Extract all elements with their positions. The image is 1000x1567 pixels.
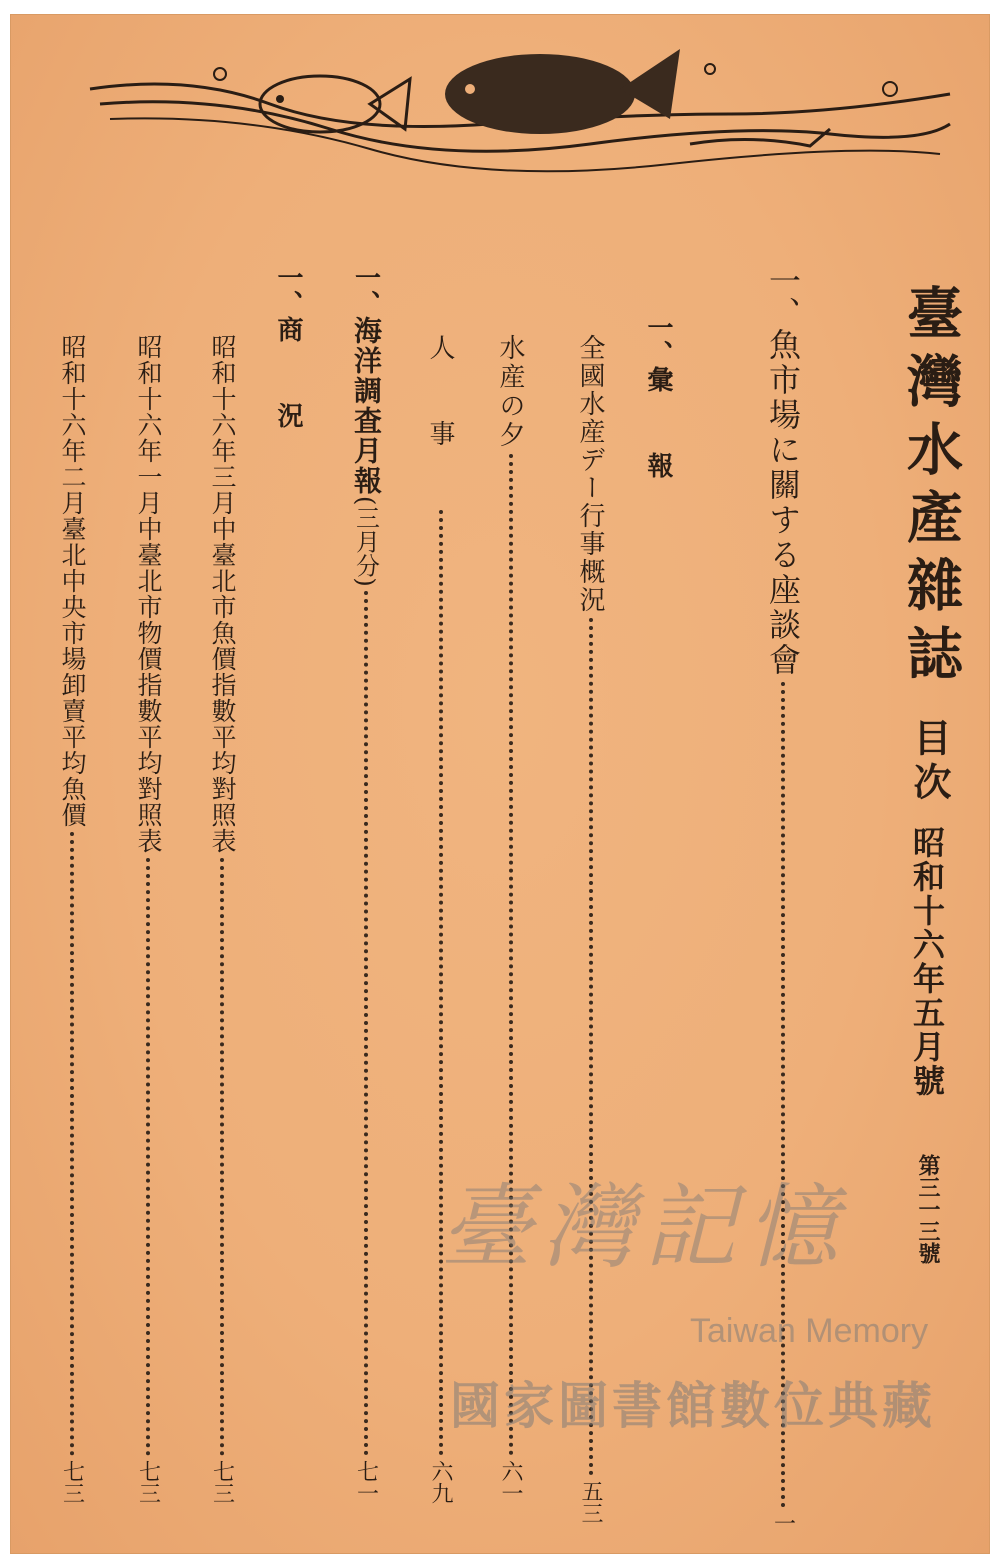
toc-section-title: 商況: [273, 316, 303, 488]
toc-entry-title: 全國水産デー行事概況: [575, 334, 605, 614]
watermark-chinese: 國家圖書館數位典藏: [450, 1377, 936, 1435]
dot-leader: [439, 510, 443, 1456]
toc-marker: 一、: [350, 264, 381, 316]
toc-marker: 一、: [273, 264, 303, 316]
dot-leader: [589, 618, 593, 1476]
toc-page-number: 七三: [209, 1460, 235, 1504]
watermark-english: Taiwan Memory: [690, 1312, 929, 1350]
toc-entry[interactable]: [422, 334, 459, 1504]
fish-decoration: [70, 34, 970, 184]
dot-leader: [146, 858, 150, 1456]
magazine-page: [10, 14, 990, 1554]
toc-entry-title: 昭和十六年一月中臺北市物價指數平均對照表: [134, 334, 163, 854]
toc-section: [640, 314, 677, 538]
toc-page-number: 六九: [428, 1460, 453, 1504]
toc-section-title: 彙報: [643, 366, 673, 538]
toc-marker: 一、: [643, 314, 673, 366]
toc-entry-title: 魚市場に關する座談會: [764, 328, 802, 678]
toc-entry-title: 人事: [425, 334, 455, 506]
toc-entry[interactable]: [572, 334, 609, 1524]
toc-entry-title: 昭和十六年二月臺北中央市場卸賣平均魚價: [58, 334, 87, 828]
toc-page-number: 七三: [135, 1460, 161, 1504]
toc-section: [270, 264, 307, 488]
dot-leader: [509, 454, 513, 1456]
toc-page-number: 五三: [578, 1480, 603, 1524]
watermark-script-logo: 臺灣記憶: [440, 1174, 849, 1281]
toc-page-number: 一: [770, 1512, 796, 1534]
magazine-title: 臺灣水產雜誌: [898, 284, 963, 692]
toc-entry[interactable]: [204, 334, 240, 1504]
issue-number: 第三一三號: [915, 1154, 940, 1264]
toc-entry[interactable]: [492, 334, 529, 1504]
toc-page-number: 七三: [59, 1460, 85, 1504]
dot-leader: [70, 832, 74, 1456]
issue-date: 昭和十六年五月號: [908, 826, 946, 1098]
toc-page-number: 六一: [498, 1460, 523, 1504]
dot-leader: [364, 591, 368, 1456]
toc-entry-title: 水産の夕: [495, 334, 525, 450]
dot-leader: [220, 858, 224, 1456]
toc-entry-title: 昭和十六年三月中臺北市魚價指數平均對照表: [208, 334, 237, 854]
toc-entry-suffix: (三月分): [351, 496, 380, 587]
toc-marker: 一、: [764, 264, 802, 328]
toc-entry[interactable]: [346, 264, 386, 1504]
toc-page-number: 七一: [353, 1460, 379, 1504]
toc-entry[interactable]: [130, 334, 166, 1504]
toc-entry-title: 海洋調査月報: [350, 316, 383, 496]
toc-entry[interactable]: [54, 334, 90, 1504]
toc-heading: 目次: [907, 718, 951, 806]
